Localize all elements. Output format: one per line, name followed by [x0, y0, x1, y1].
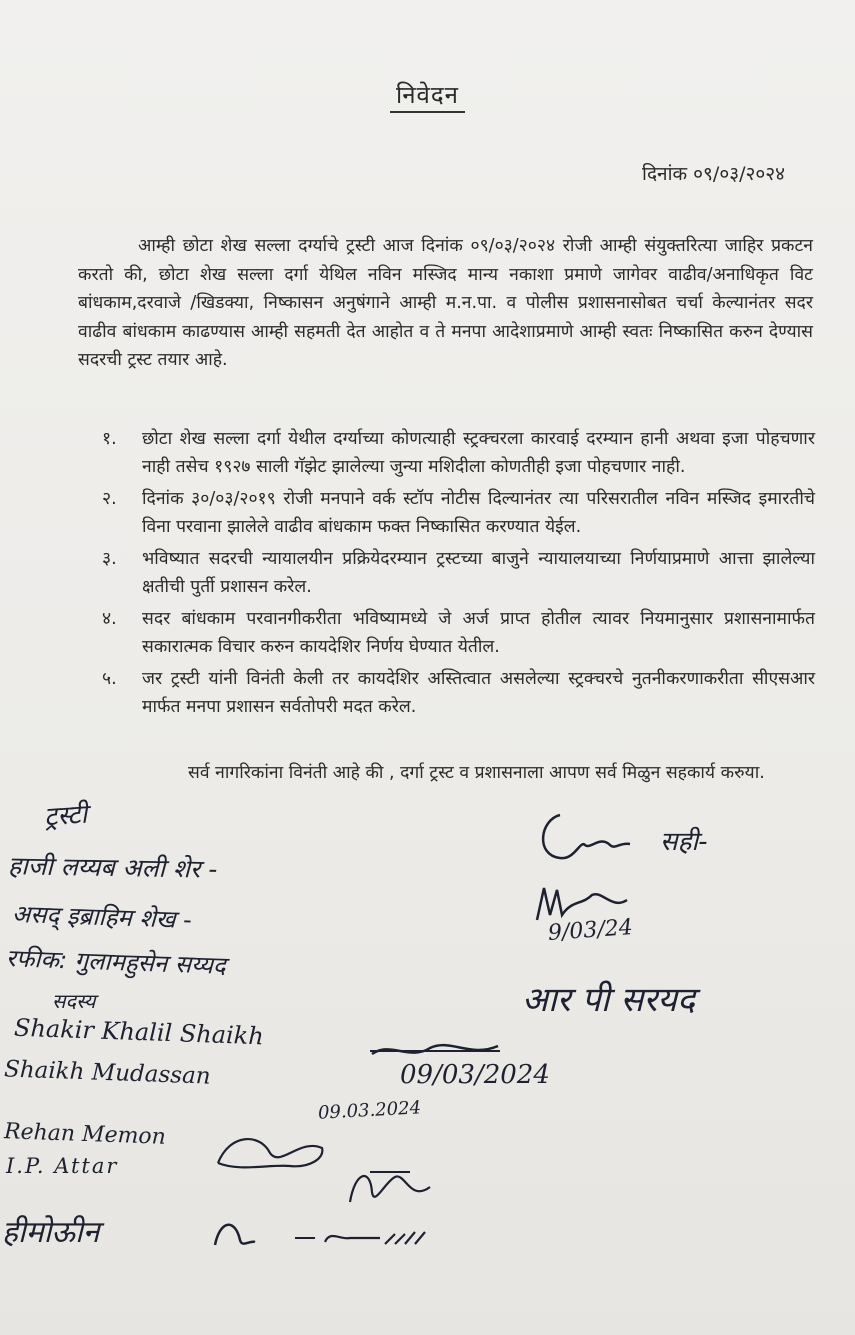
handwritten-signatory: Shaikh Mudassan — [3, 1056, 212, 1090]
bottom-signature — [210, 1210, 440, 1255]
point-item — [80, 545, 815, 601]
point-number: १. — [102, 429, 117, 449]
point-text: सदर बांधकाम परवानगीकरीता भविष्यामध्ये जे अर्ज प्राप्त होतील त्यावर नियमानुसार प्रशासनामार्फत सकारात्मक विचार करुन कायदेशिर निर्णय घेण्यात येतील. — [142, 609, 815, 657]
handwritten-signatory: असद् इब्राहिम शेख - — [11, 899, 193, 935]
signature-date: 09/03/2024 — [400, 1060, 550, 1090]
point-number: २. — [102, 489, 117, 509]
handwritten-name-right: आर पी सरयद — [522, 980, 696, 1020]
point-item — [80, 485, 815, 541]
trustees-heading: ट्रस्टी — [43, 799, 89, 833]
officer-signature — [530, 800, 640, 870]
point-text: दिनांक ३०/०३/२०१९ रोजी मनपाने वर्क स्टॉप नोटीस दिल्यानंतर त्या परिसरातील नविन मस्जिद इमारतीचे विना परवाना झालेले वाढीव बांधकाम फक्त निष्कासित करण्यात येईल. — [142, 489, 815, 537]
loop-signature — [340, 1162, 440, 1212]
point-number: ३. — [102, 549, 117, 569]
ip-attar-signature — [210, 1128, 330, 1178]
handwritten-signatory: हीमोऊीन — [2, 1215, 100, 1250]
point-text: जर ट्रस्टी यांनी विनंती केली तर कायदेशिर अस्तित्वात असलेल्या स्ट्रक्चरचे नुतनीकरणाकरीता सीएसआर मार्फत मनपा प्रशासन सर्वतोपरी मदत करेल. — [142, 669, 815, 717]
handwritten-signatory: रफीक: गुलामहुसेन सय्यद — [5, 944, 227, 980]
handwritten-signatory: Shakir Khalil Shaikh — [13, 1013, 265, 1051]
signature-date: 9/03/24 — [547, 915, 634, 946]
handwritten-signatory: हाजी लय्यब अली शेर - — [7, 851, 218, 884]
document-date: दिनांक ०९/०३/२०२४ — [642, 163, 785, 185]
point-number: ५. — [102, 669, 117, 689]
title-text: निवेदन — [390, 81, 465, 113]
document-title — [0, 78, 855, 111]
handwritten-signatory: I.P. Attar — [6, 1154, 119, 1178]
handwritten-signatory: Rehan Memon — [3, 1119, 167, 1150]
point-item — [80, 425, 815, 481]
points-list — [80, 425, 815, 725]
point-item — [80, 605, 815, 661]
closing-paragraph: सर्व नागरिकांना विनंती आहे की , दर्गा ट्रस्ट व प्रशासनाला आपण सर्व मिळुन सहकार्य करुया. — [188, 763, 765, 783]
intro-paragraph: आम्ही छोटा शेख सल्ला दर्ग्याचे ट्रस्टी आज दिनांक ०९/०३/२०२४ रोजी आम्ही संयुक्तरित्या जाहिर प्रकटन करतो की, छोटा शेख सल्ला दर्गा येथिल नविन मस्जिद मान्य नकाशा प्रमाणे जागेवर वाढीव/अनाधिकृत विट बांधकाम,दरवाजे /खिडक्या, निष्कासन अनुषंगाने आम्ही म.न.पा. व पोलीस प्रशासनासोबत चर्चा केल्यानंतर सदर वाढीव बांधकाम काढण्यास आम्ही सहमती देत आहोत व ते मनपा आदेशाप्रमाणे आम्ही स्वतः निष्कासित करुन देण्यास सदरची ट्रस्ट तयार आहे. — [78, 236, 813, 370]
point-item — [80, 665, 815, 721]
point-number: ४. — [102, 609, 117, 629]
point-text: भविष्यात सदरची न्यायालयीन प्रक्रियेदरम्यान ट्रस्टच्या बाजुने न्यायालयाच्या निर्णयाप्रमाणे आत्ता झालेल्या क्षतीची पुर्ती प्रशासन करेल. — [142, 549, 815, 597]
members-heading: सदस्य — [52, 989, 96, 1013]
sahi-label: सही- — [660, 827, 708, 857]
signature-date: 09.03.2024 — [317, 1097, 422, 1124]
point-text: छोटा शेख सल्ला दर्गा येथील दर्ग्याच्या कोणत्याही स्ट्रक्चरला कारवाई दरम्यान हानी अथवा इजा पोहचणार नाही तसेच १९२७ साली गॅझेट झालेल्या जुन्या मशिदीला कोणतीही इजा पोहचणार नाही. — [142, 429, 815, 477]
